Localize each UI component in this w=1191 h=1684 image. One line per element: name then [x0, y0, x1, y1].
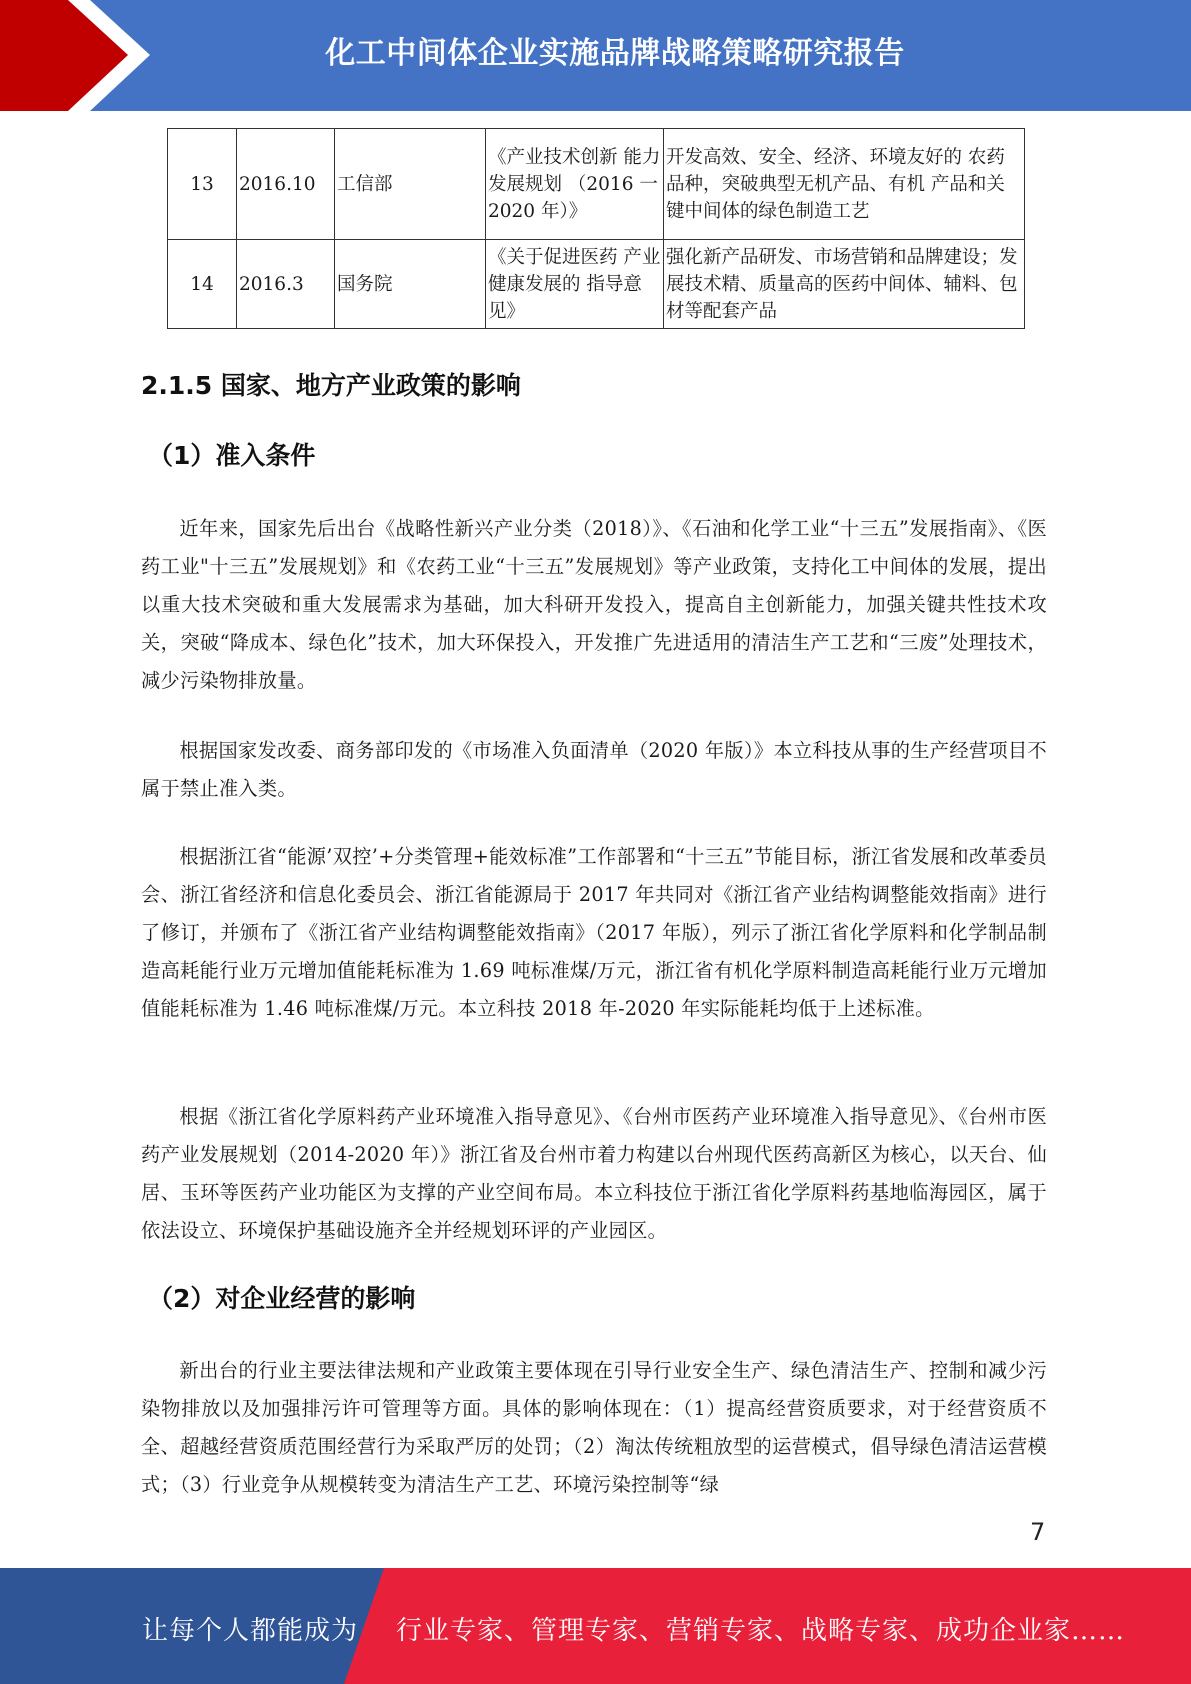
paragraph: 近年来，国家先后出台《战略性新兴产业分类（2018）》、《石油和化学工业“十三五”发展指南》、《医药工业"十三五”发展规划》和《农药工业“十三五”发展规划》等产业政策，支持化工中间体的发展，提出以重大技术突破和重大发展需求为基础，加大科研开发投入，提高自主创新能力，加强关键共性技术攻关，突破“降成本、绿色化”技术，加大环保投入，开发推广先进适用的清洁生产工艺和“三废”处理技术，减少污染物排放量。 — [141, 517, 1047, 692]
cell-no: 14 — [168, 240, 237, 329]
footer-slogan-right: 行业专家、管理专家、营销专家、战略专家、成功企业家…… — [396, 1616, 1126, 1646]
subsection-heading-business-impact: （2）对企业经营的影响 — [148, 1284, 416, 1313]
section-heading: 2.1.5 国家、地方产业政策的影响 — [141, 371, 521, 400]
paragraph: 新出台的行业主要法律法规和产业政策主要体现在引导行业安全生产、绿色清洁生产、控制和减少污染物排放以及加强排污许可管理等方面。具体的影响体现在：（1）提高经营资质要求，对于经营资质不全、超越经营资质范围经营行为采取严厉的处罚；（2）淘汰传统粗放型的运营模式，倡导绿色清洁运营模式；（3）行业竞争从规模转变为清洁生产工艺、环境污染控制等“绿 — [141, 1359, 1047, 1496]
cell-content: 开发高效、安全、经济、环境友好的 农药品种，突破典型无机产品、有机 产品和关键中间体的绿色制造工艺 — [664, 129, 1025, 240]
page-number: 7 — [1030, 1518, 1046, 1546]
policy-table — [167, 128, 1025, 329]
cell-no: 13 — [168, 129, 237, 240]
cell-content: 强化新产品研发、市场营销和品牌建设；发展技术精、质量高的医药中间体、辅料、包材等配套产品 — [664, 240, 1025, 329]
paragraph: 根据浙江省“能源’双控’+分类管理+能效标准”工作部署和“十三五”节能目标，浙江省发展和改革委员会、浙江省经济和信息化委员会、浙江省能源局于 2017 年共同对《浙江省产业结构调整能效指南》进行了修订，并颁布了《浙江省产业结构调整能效指南》（2017 年版），列示了浙江省化学原料和化学制品制造高耗能行业万元增加值能耗标准为 1.69 吨标准煤/万元，浙江省有机化学原料制造高耗能行业万元增加值能耗标准为 1.46 吨标准煤/万元。本立科技 2018 年-2020 年实际能耗均低于上述标准。 — [141, 845, 1047, 1020]
page-header — [0, 0, 1191, 111]
cell-date: 2016.10 — [237, 129, 335, 240]
header-title: 化工中间体企业实施品牌战略策略研究报告 — [325, 36, 905, 71]
footer-slogan-left: 让每个人都能成为 — [142, 1616, 359, 1646]
cell-document: 《产业技术创新 能力发展规划 （2016 一 2020 年）》 — [486, 129, 664, 240]
subsection-heading-entry-conditions: （1）准入条件 — [148, 441, 316, 470]
table-row — [168, 240, 1025, 329]
paragraph: 根据《浙江省化学原料药产业环境准入指导意见》、《台州市医药产业环境准入指导意见》、《台州市医药产业发展规划（2014-2020 年）》浙江省及台州市着力构建以台州现代医药高新区为核心，以天台、仙居、玉环等医药产业功能区为支撑的产业空间布局。本立科技位于浙江省化学原料药基地临海园区，属于依法设立、环境保护基础设施齐全并经规划环评的产业园区。 — [141, 1105, 1047, 1242]
table-row — [168, 129, 1025, 240]
cell-date: 2016.3 — [237, 240, 335, 329]
paragraph: 根据国家发改委、商务部印发的《市场准入负面清单（2020 年版）》本立科技从事的生产经营项目不属于禁止准入类。 — [141, 739, 1047, 800]
cell-dept: 国务院 — [335, 240, 486, 329]
page-footer — [0, 1568, 1191, 1684]
cell-document: 《关于促进医药 产业健康发展的 指导意见》 — [486, 240, 664, 329]
cell-dept: 工信部 — [335, 129, 486, 240]
